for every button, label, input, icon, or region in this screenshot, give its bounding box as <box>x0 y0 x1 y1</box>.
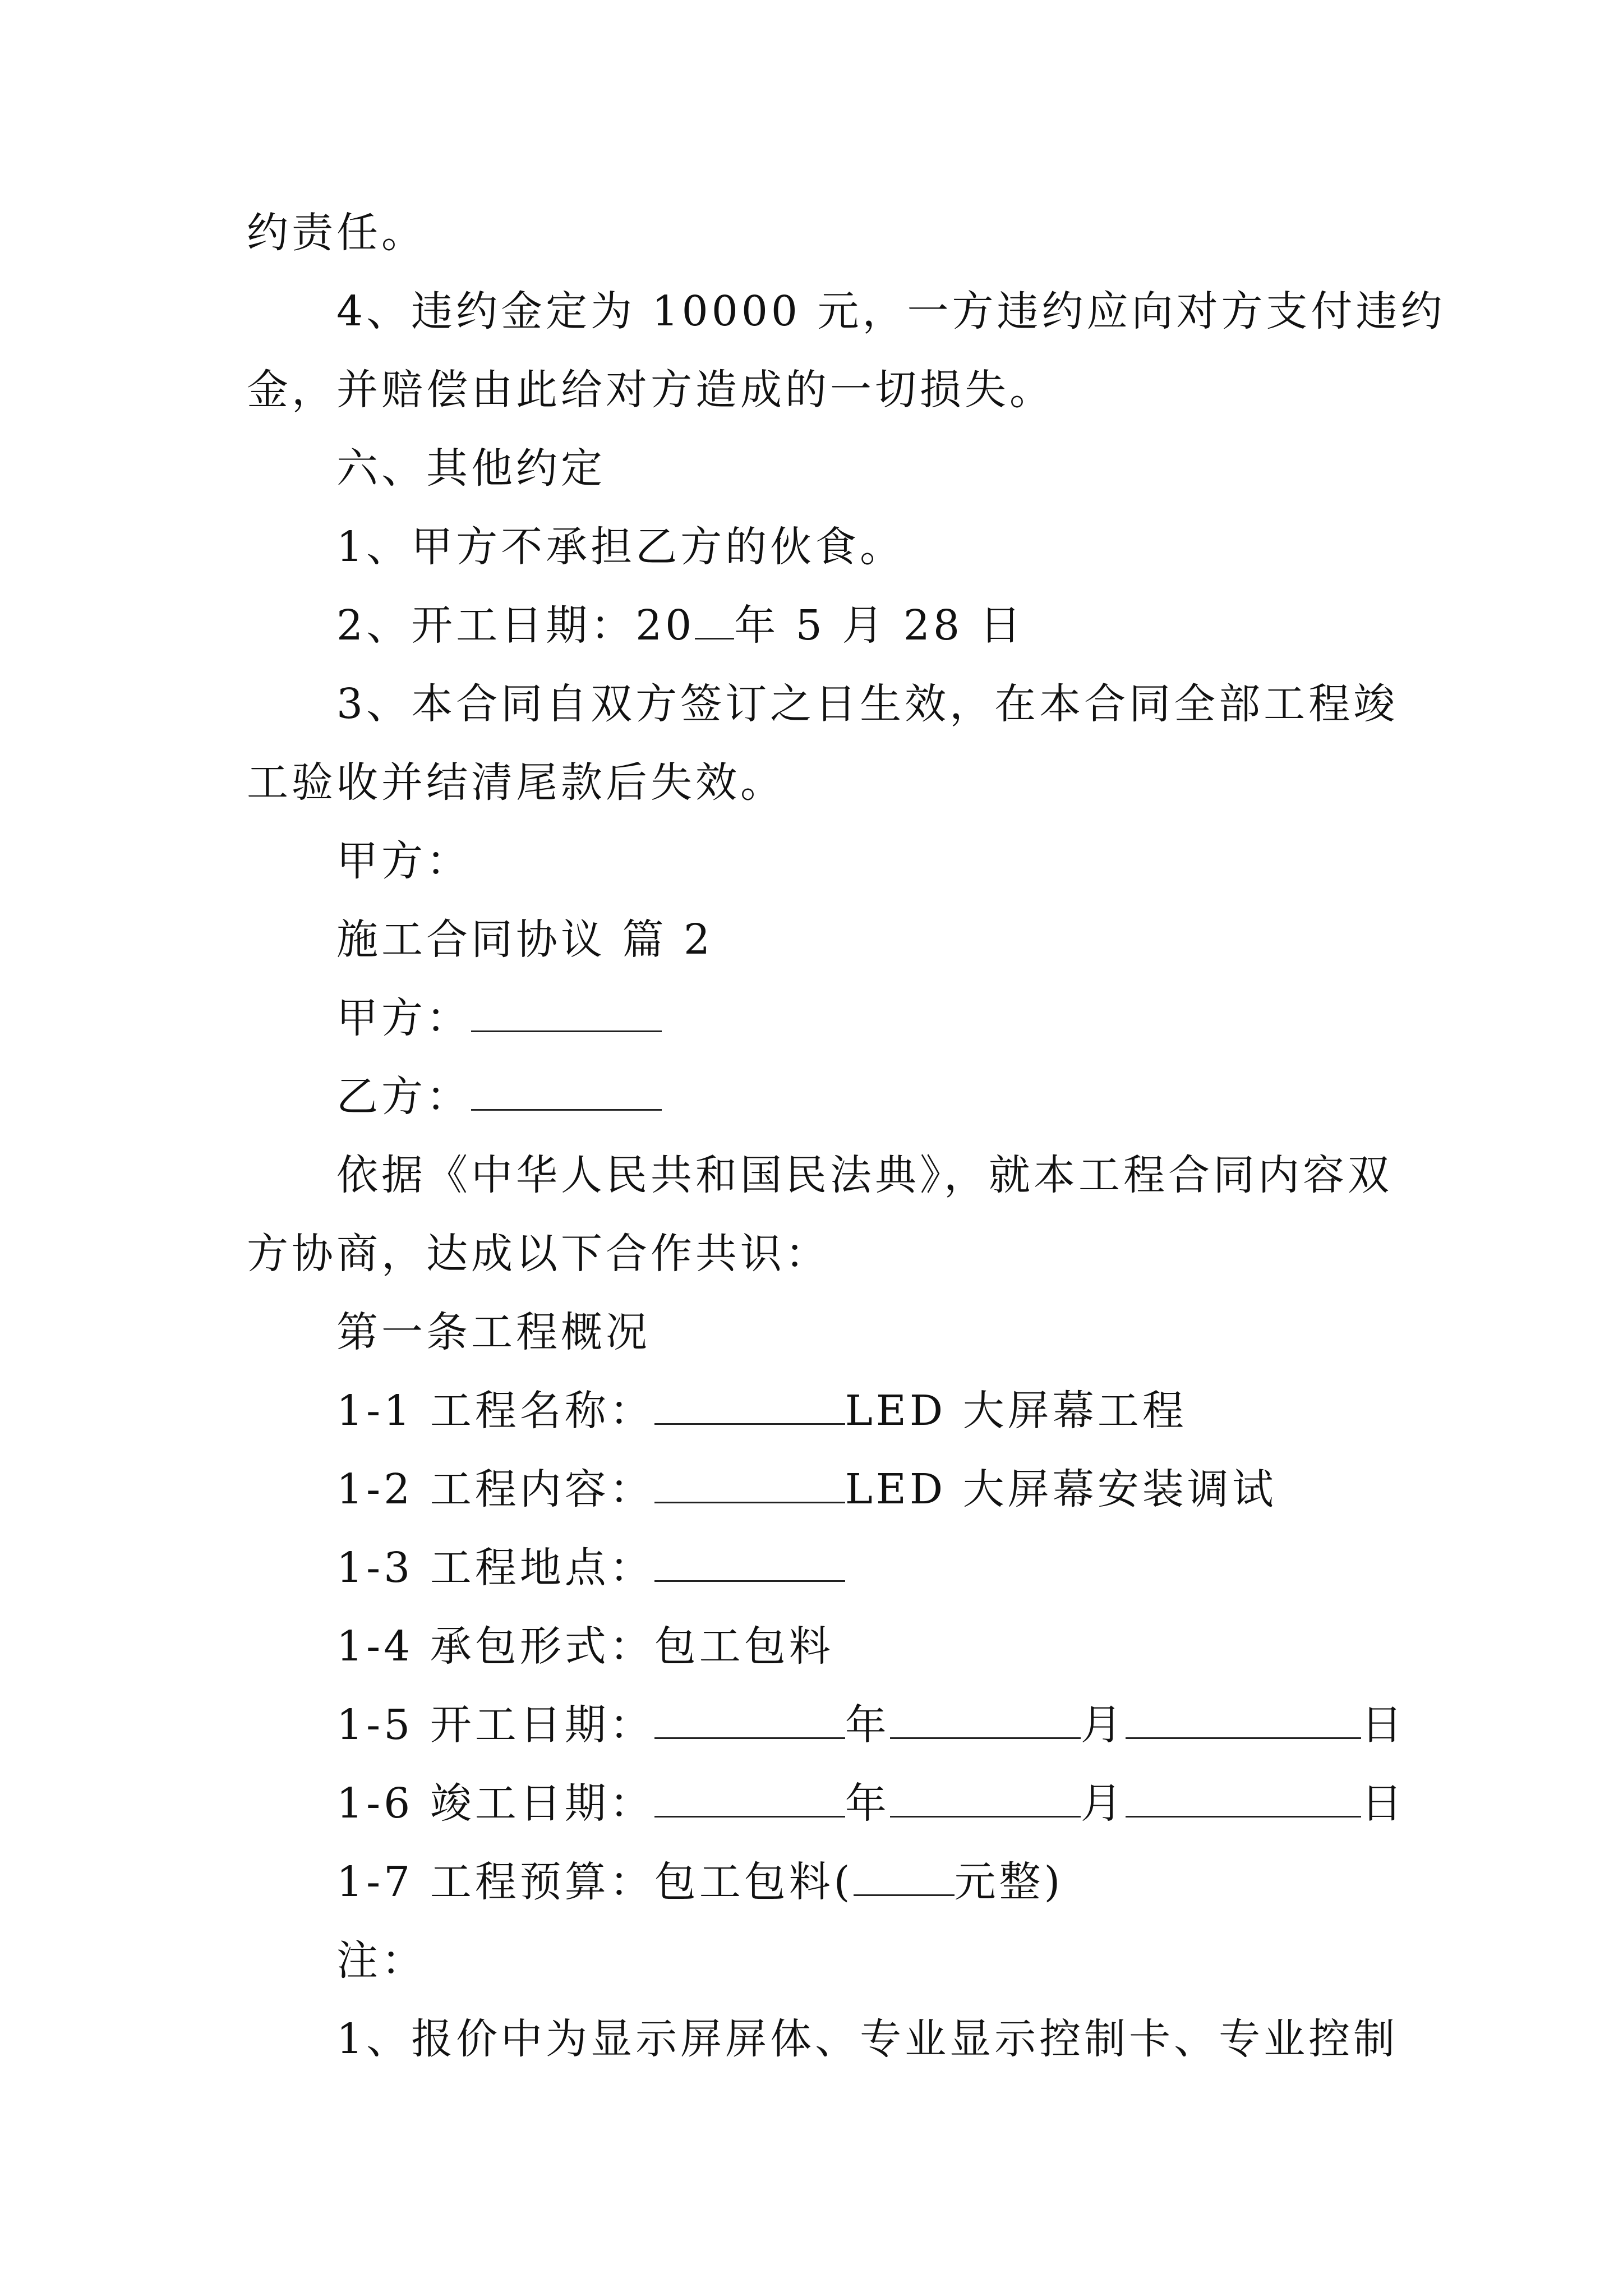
blank-field <box>654 1783 845 1818</box>
text-line <box>336 2011 1398 2067</box>
blank-field <box>890 1783 1081 1818</box>
text-line <box>336 1697 1406 1753</box>
heading-text: 第一条工程概况 <box>336 1308 651 1356</box>
paragraph-text: 1、报价中为显示屏屏体、专业显示控制卡、专业控制 <box>336 2015 1399 2063</box>
blank-field <box>654 1705 845 1739</box>
text-line <box>336 990 662 1046</box>
text-line <box>336 1618 834 1674</box>
field-label: 1-7 工程预算：包工包料( <box>336 1858 854 1906</box>
text-line <box>336 1147 1393 1203</box>
section-title <box>336 912 713 968</box>
paragraph-text: 方协商，达成以下合作共识： <box>247 1230 830 1278</box>
paragraph-text: 4、违约金定为 10000 元，一方违约应向对方支付违约 <box>336 287 1446 335</box>
party-label: 甲方： <box>336 994 471 1042</box>
party-label: 乙方： <box>336 1073 471 1121</box>
text-line <box>247 754 785 811</box>
field-value: LED 大屏幕安装调试 <box>845 1465 1277 1513</box>
blank-field <box>654 1469 845 1503</box>
unit-text: 元整) <box>954 1858 1064 1906</box>
text-line <box>336 1854 1063 1910</box>
text-line <box>336 519 905 575</box>
text-line <box>336 1932 426 1989</box>
text-line <box>336 1461 1277 1517</box>
text-line <box>247 362 1054 418</box>
paragraph-text: 2、开工日期：20 <box>336 601 695 650</box>
text-line <box>336 1775 1406 1832</box>
paragraph-text: 约责任。 <box>247 209 426 257</box>
paragraph-text: 3、本合同自双方签订之日生效，在本合同全部工程竣 <box>336 680 1399 728</box>
unit-text: 年 <box>845 1779 890 1828</box>
unit-text: 月 <box>1080 1779 1126 1828</box>
text-line <box>336 1540 845 1596</box>
field-label: 1-3 工程地点： <box>336 1544 654 1592</box>
note-label: 注： <box>336 1936 426 1985</box>
paragraph-text: 工验收并结清尾款后失效。 <box>247 758 785 807</box>
paragraph-text: 年 5 月 28 日 <box>734 601 1025 650</box>
blank-field <box>471 1076 662 1111</box>
field-label: 1-6 竣工日期： <box>336 1779 654 1828</box>
text-line <box>336 676 1398 732</box>
blank-field <box>471 998 662 1032</box>
text-line <box>336 597 1025 654</box>
text-line <box>247 205 426 261</box>
field-label: 1-4 承包形式：包工包料 <box>336 1622 834 1671</box>
paragraph-text: 金，并赔偿由此给对方造成的一切损失。 <box>247 366 1054 414</box>
title-text: 施工合同协议 篇 2 <box>336 915 714 964</box>
party-label: 甲方： <box>336 837 471 885</box>
blank-field <box>854 1862 955 1896</box>
text-line <box>336 283 1446 339</box>
text-line <box>336 833 471 889</box>
paragraph-text: 1、甲方不承担乙方的伙食。 <box>336 523 905 571</box>
text-line <box>336 1069 662 1125</box>
text-line <box>336 1383 1187 1439</box>
blank-field <box>695 605 734 639</box>
field-label: 1-1 工程名称： <box>336 1387 654 1435</box>
blank-field <box>1126 1783 1361 1818</box>
field-label: 1-5 开工日期： <box>336 1701 654 1749</box>
unit-text: 日 <box>1361 1779 1406 1828</box>
section-heading <box>336 1304 651 1360</box>
text-line <box>247 1226 830 1282</box>
section-heading <box>336 440 606 496</box>
blank-field <box>890 1705 1081 1739</box>
field-value: LED 大屏幕工程 <box>845 1387 1187 1435</box>
blank-field <box>654 1391 845 1425</box>
field-label: 1-2 工程内容： <box>336 1465 654 1513</box>
blank-field <box>654 1548 845 1582</box>
unit-text: 年 <box>845 1701 890 1749</box>
heading-text: 六、其他约定 <box>336 444 606 493</box>
paragraph-text: 依据《中华人民共和国民法典》，就本工程合同内容双 <box>336 1151 1393 1199</box>
unit-text: 月 <box>1080 1701 1126 1749</box>
unit-text: 日 <box>1361 1701 1406 1749</box>
blank-field <box>1126 1705 1361 1739</box>
